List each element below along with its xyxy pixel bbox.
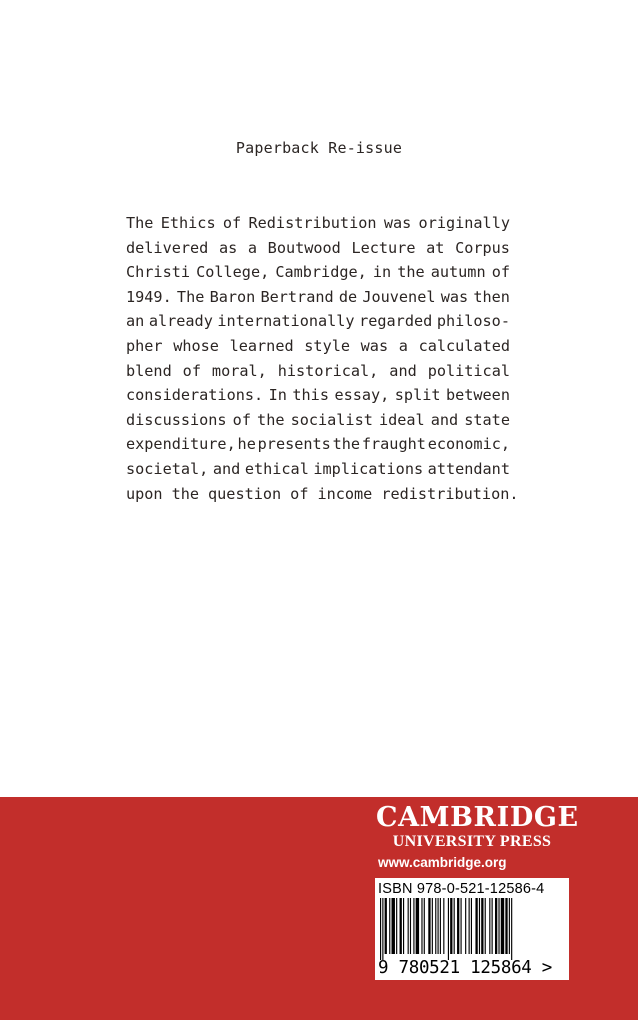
barcode-bar [413,898,414,954]
barcode-bar [501,898,504,954]
blurb-line: societal, and ethical implications attendant [126,459,510,478]
barcode-bar [432,898,433,954]
blurb-line: discussions of the socialist ideal and state [126,410,510,429]
barcode-bar [450,898,452,954]
blurb-line: pher whose learned style was a calculated [126,336,510,355]
barcode-bar [440,898,441,954]
barcode-bar [454,898,455,954]
barcode-bar [471,898,472,954]
blurb-line: considerations. In this essay, split between [126,386,510,405]
barcode-bar [380,898,381,960]
barcode-bar [457,898,459,954]
blurb-line: expenditure, he presents the fraught economic, [126,435,510,454]
barcode-bar [465,898,466,954]
blurb-line: The Ethics of Redistribution was originally [126,214,510,232]
barcode-bar [408,898,409,954]
blurb-line: an already internationally regarded philoso- [126,312,510,331]
barcode-bar [498,898,499,954]
barcode-bar [489,898,490,954]
blurb-line: upon the question of income redistribution. [126,484,519,503]
barcode-bar [448,898,449,960]
blurb-line: Christi College, Cambridge, in the autumn of [126,263,510,282]
barcode-bar [396,898,397,954]
back-cover-blurb [126,211,519,506]
barcode-bar [505,898,507,954]
isbn-label: ISBN 978-0-521-12586-4 [378,881,545,897]
barcode-bars [378,898,568,960]
barcode-bar [400,898,402,954]
barcode-bar [481,898,483,954]
barcode-bar [495,898,497,954]
publisher-subtitle: UNIVERSITY PRESS [392,833,552,850]
barcode-bar [392,898,395,954]
barcode-digits: 9 780521 125864 > [378,958,553,978]
barcode-bar [475,898,477,954]
barcode-bar [438,898,439,954]
barcode-bar [424,898,425,954]
barcode-bar [461,898,462,954]
barcode-bar [469,898,470,954]
barcode-bar [428,898,430,954]
publisher-url: www.cambridge.org [378,855,507,870]
blurb-line: blend of moral, historical, and political [126,361,510,380]
barcode-bar [416,898,419,954]
barcode-bar [511,898,512,960]
barcode-bar [382,898,383,960]
barcode-bar [443,898,444,954]
section-heading: Paperback Re-issue [235,139,403,157]
barcode-bar [385,898,387,954]
barcode-bar [435,898,436,954]
blurb-line: delivered as a Boutwood Lecture at Corpus [126,238,510,257]
barcode-bar [509,898,510,954]
barcode-bar [403,898,404,954]
barcode-bar [492,898,493,954]
blurb-line: 1949. The Baron Bertrand de Jouvenel was then [126,287,510,306]
barcode-bar [389,898,390,954]
publisher-name: CAMBRIDGE [376,802,579,833]
barcode-bar [421,898,422,954]
barcode-bar [485,898,486,954]
barcode-bar [479,898,480,954]
barcode-bar [410,898,411,954]
